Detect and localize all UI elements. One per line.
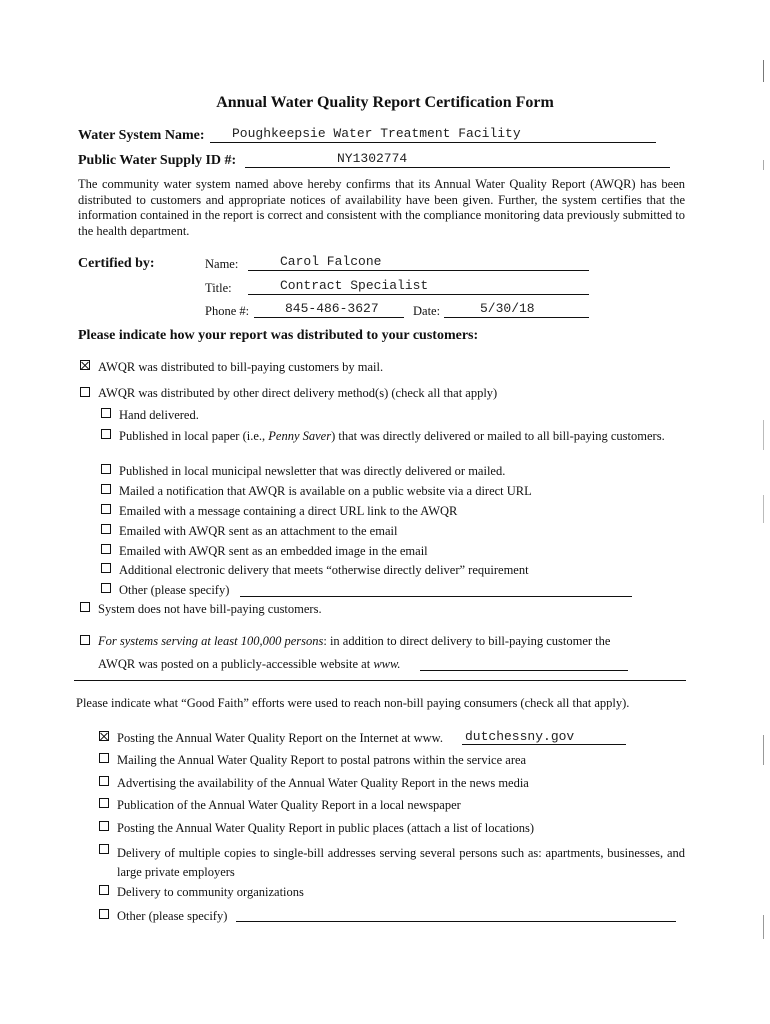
phone-field[interactable]: 845-486-3627 [285,301,379,316]
email-url-label: Emailed with a message containing a direct URL link to the AWQR [119,504,458,518]
hand-delivered-checkbox[interactable] [101,408,111,418]
large-systems-line2 [98,657,401,673]
intro-paragraph: The community water system named above hereby confirms that its Annual Water Quality Report (AWQR) has been distributed to customers and appropriate notices of availability have been given. Further, the system certifies that the information contained in the report is correct and consistent with the compliance monitoring data previously submitted to the health department. [78,177,685,238]
form-title: Annual Water Quality Report Certification Form [216,94,554,111]
other-delivery-line[interactable] [240,596,632,597]
other-good-faith-label: Other (please specify) [117,909,228,923]
mail-distribution-checkbox[interactable] [80,360,90,370]
email-attachment-label: Emailed with AWQR sent as an attachment to the email [119,524,398,538]
multiple-copies-checkbox[interactable] [99,844,109,854]
postal-mailing-label: Mailing the Annual Water Quality Report to postal patrons within the service area [117,753,527,767]
other-direct-delivery-checkbox[interactable] [80,387,90,397]
public-places-label: Posting the Annual Water Quality Report in public places (attach a list of locations) [117,821,535,835]
large-systems-label [98,634,685,650]
additional-electronic-checkbox[interactable] [101,563,111,573]
internet-url-underline [462,744,626,745]
other-good-faith-checkbox[interactable] [99,909,109,919]
local-paper-label [119,429,685,445]
local-newspaper-checkbox[interactable] [99,798,109,808]
local-paper-label-post: ) that was directly delivered or mailed to all bill-paying customers. [331,429,665,443]
certifier-name-underline [248,270,589,271]
date-underline [444,317,589,318]
local-paper-checkbox[interactable] [101,429,111,439]
internet-posting-checkbox[interactable] [99,731,109,741]
hand-delivered-label: Hand delivered. [119,408,199,422]
certifier-title-field[interactable]: Contract Specialist [280,278,429,293]
phone-label: Phone #: [205,304,250,318]
news-media-checkbox[interactable] [99,776,109,786]
municipal-newsletter-checkbox[interactable] [101,464,111,474]
pws-id-field[interactable]: NY1302774 [337,151,408,166]
email-attachment-checkbox[interactable] [101,524,111,534]
community-organizations-label: Delivery to community organizations [117,885,304,899]
scan-edge-mark [763,420,764,450]
no-bill-paying-checkbox[interactable] [80,602,90,612]
postal-mailing-checkbox[interactable] [99,753,109,763]
water-system-name-label: Water System Name: [78,128,205,143]
internet-posting-label: Posting the Annual Water Quality Report on the Internet at www. [117,731,444,745]
other-delivery-label: Other (please specify) [119,583,230,597]
phone-underline [254,317,404,318]
news-media-label: Advertising the availability of the Annual Water Quality Report in the news media [117,776,529,790]
other-direct-delivery-label: AWQR was distributed by other direct delivery method(s) (check all that apply) [98,386,498,400]
mail-distribution-label: AWQR was distributed to bill-paying customers by mail. [98,360,384,374]
pws-id-label: Public Water Supply ID #: [78,153,237,168]
multiple-copies-label: Delivery of multiple copies to single-bill addresses serving several persons such as: apartments, businesses, and large private employers [117,846,685,879]
no-bill-paying-label: System does not have bill-paying customers. [98,602,322,616]
scan-edge-mark [763,60,764,82]
large-systems-line2-pre: AWQR was posted on a publicly-accessible website at [98,657,374,671]
other-good-faith-line[interactable] [236,921,676,922]
certifier-title-underline [248,294,589,295]
municipal-newsletter-label: Published in local municipal newsletter that was directly delivered or mailed. [119,464,506,478]
scan-edge-mark [763,495,764,523]
water-system-name-underline [210,142,656,143]
section-divider [74,680,686,681]
certifier-name-field[interactable]: Carol Falcone [280,254,382,269]
website-notification-label: Mailed a notification that AWQR is available on a public website via a direct URL [119,484,532,498]
date-field[interactable]: 5/30/18 [480,301,535,316]
scan-edge-mark [763,915,764,939]
penny-saver-text: Penny Saver [268,429,332,443]
public-places-checkbox[interactable] [99,821,109,831]
good-faith-heading: Please indicate what “Good Faith” efforts were used to reach non-bill paying consumers (check all that apply). [76,696,630,710]
scan-edge-mark [763,160,764,170]
internet-url-field[interactable]: dutchessny.gov [465,729,575,744]
www-prefix: www. [373,657,401,671]
distribution-heading: Please indicate how your report was distributed to your customers: [78,328,479,343]
large-systems-checkbox[interactable] [80,635,90,645]
email-embedded-label: Emailed with AWQR sent as an embedded image in the email [119,544,428,558]
large-systems-emphasis: For systems serving at least 100,000 persons [98,634,324,648]
certifier-title-label: Title: [205,281,232,295]
pws-id-underline [245,167,670,168]
community-organizations-checkbox[interactable] [99,885,109,895]
email-url-checkbox[interactable] [101,504,111,514]
website-url-line[interactable] [420,670,628,671]
website-notification-checkbox[interactable] [101,484,111,494]
local-newspaper-label: Publication of the Annual Water Quality Report in a local newspaper [117,798,461,812]
other-delivery-checkbox[interactable] [101,583,111,593]
certifier-name-label: Name: [205,257,239,271]
large-systems-label-post: : in addition to direct delivery to bill-paying customer the [323,634,611,648]
additional-electronic-label: Additional electronic delivery that meets “otherwise directly deliver” requirement [119,563,529,577]
email-embedded-checkbox[interactable] [101,544,111,554]
date-label: Date: [413,304,441,318]
water-system-name-field[interactable]: Poughkeepsie Water Treatment Facility [232,126,521,141]
certified-by-heading: Certified by: [78,256,155,271]
local-paper-label-pre: Published in local paper (i.e., [119,429,269,443]
scan-edge-mark [763,735,764,765]
